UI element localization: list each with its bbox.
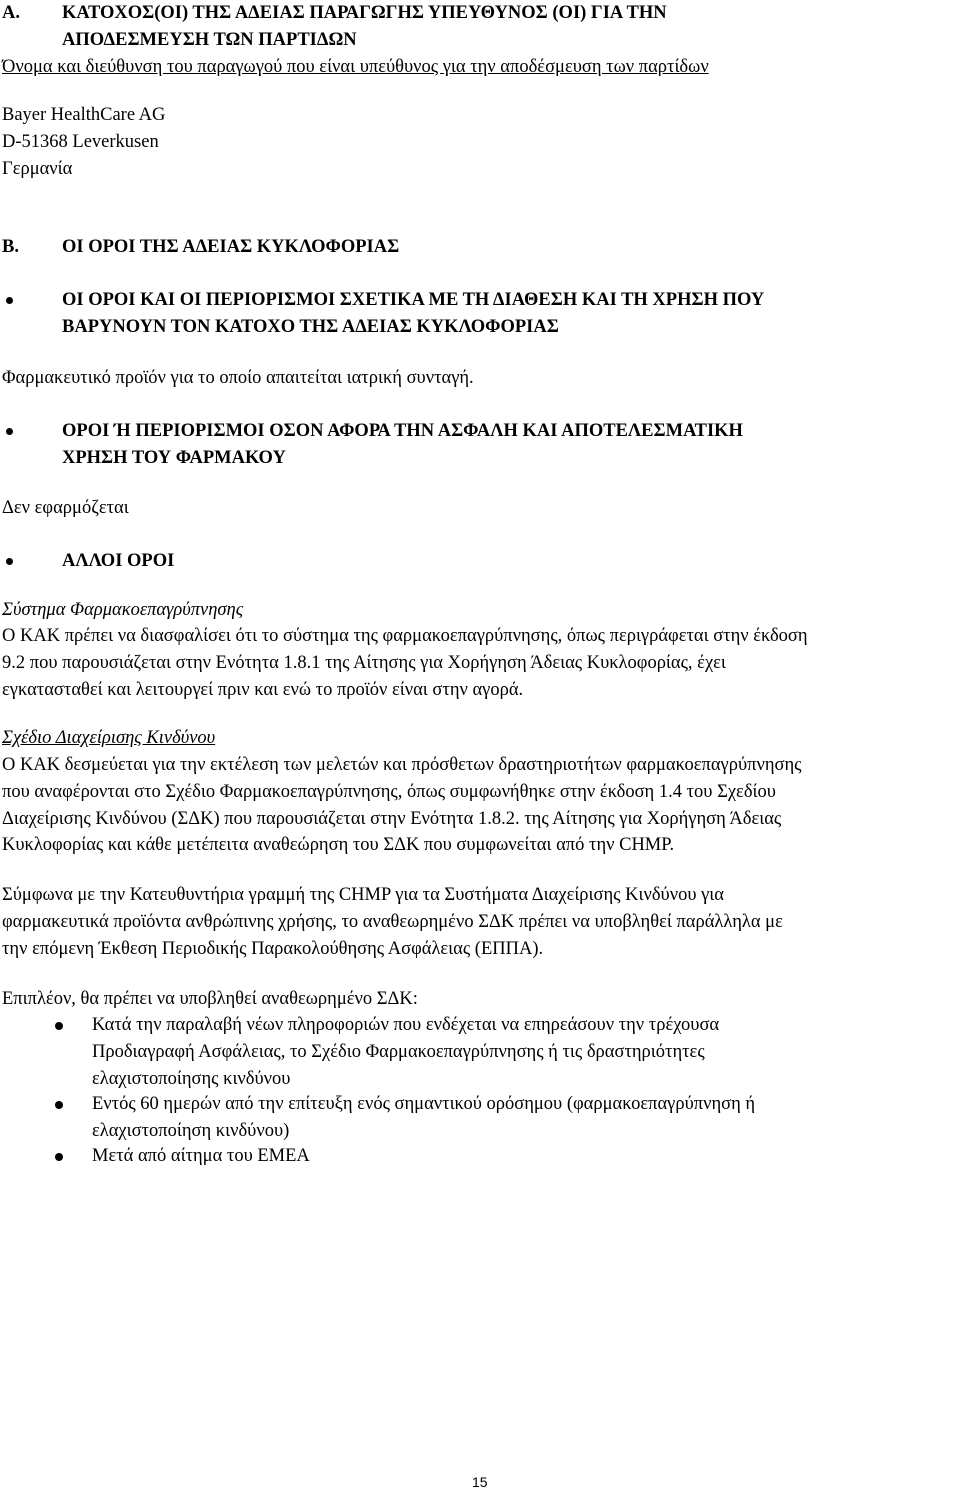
paragraph-line: που αναφέρονται στο Σχέδιο Φαρμακοεπαγρύπνησης, όπως συμφωνήθηκε στην έκδοση 1.4 του Σχεδίου [2,782,776,802]
paragraph-line: 9.2 που παρουσιάζεται στην Ενότητα 1.8.1 της Αίτησης για Χορήγηση Άδειας Κυκλοφορίας, έχει [2,653,726,673]
not-applicable-text: Δεν εφαρμόζεται [2,498,129,518]
list-item-line: Εντός 60 ημερών από την επίτευξη ενός σημαντικού ορόσημου (φαρμακοεπαγρύπνηση ή [92,1094,756,1114]
pharmacovigilance-heading: Σύστημα Φαρμακοεπαγρύπνησης [2,600,244,620]
paragraph-line: Ο ΚΑΚ δεσμεύεται για την εκτέλεση των μελετών και πρόσθετων δραστηριοτήτων φαρμακοεπαγρύπνησης [2,755,802,775]
paragraph-line: Ο ΚΑΚ πρέπει να διασφαλίσει ότι το σύστημα της φαρμακοεπαγρύπνησης, όπως περιγράφεται στην έκδοση [2,626,808,646]
bullet-icon [55,1153,63,1161]
bullet-icon [55,1022,63,1030]
prescription-text: Φαρμακευτικό προϊόν για το οποίο απαιτείται ιατρική συνταγή. [2,368,474,388]
paragraph-line: Σύμφωνα με την Κατευθυντήρια γραμμή της CHMP για τα Συστήματα Διαχείρισης Κινδύνου για [2,885,724,905]
section-a-label: Α. [2,3,20,23]
list-item-line: ελαχιστοποίηση κινδύνου) [92,1121,290,1141]
paragraph-line: εγκατασταθεί και λειτουργεί πριν και ενώ το προϊόν είναι στην αγορά. [2,680,524,700]
paragraph-line: την επόμενη Έκθεση Περιοδικής Παρακολούθησης Ασφάλειας (ΕΠΠΑ). [2,939,544,959]
list-item-line: Κατά την παραλαβή νέων πληροφοριών που ενδέχεται να επηρεάσουν την τρέχουσα [92,1015,720,1035]
bullet-icon [55,1101,63,1109]
section-b-label: Β. [2,237,19,257]
section-a-title-line2: ΑΠΟΔΕΣΜΕΥΣΗ ΤΩΝ ΠΑΡΤΙΔΩΝ [62,30,357,50]
risk-management-heading: Σχέδιο Διαχείρισης Κινδύνου [2,728,216,748]
manufacturer-subtitle: Όνομα και διεύθυνση του παραγωγού που είναι υπεύθυνος για την αποδέσμευση των παρτίδων [2,57,709,77]
bullet-heading: ΑΛΛΟΙ ΟΡΟΙ [62,551,175,571]
list-item-line: Μετά από αίτημα του ΕΜΕΑ [92,1146,310,1166]
bullet-heading-line: ΒΑΡΥΝΟΥΝ ΤΟΝ ΚΑΤΟΧΟ ΤΗΣ ΑΔΕΙΑΣ ΚΥΚΛΟΦΟΡΙΑΣ [62,317,559,337]
list-item-line: ελαχιστοποίησης κινδύνου [92,1069,291,1089]
bullet-heading-line: ΟΙ ΟΡΟΙ ΚΑΙ ΟΙ ΠΕΡΙΟΡΙΣΜΟΙ ΣΧΕΤΙΚΑ ΜΕ ΤΗ ΔΙΑΘΕΣΗ ΚΑΙ ΤΗ ΧΡΗΣΗ ΠΟΥ [62,290,765,310]
address-line: D-51368 Leverkusen [2,132,159,152]
bullet-icon [6,297,13,304]
bullet-heading-line: ΟΡΟΙ Ή ΠΕΡΙΟΡΙΣΜΟΙ ΟΣΟΝ ΑΦΟΡΑ ΤΗΝ ΑΣΦΑΛΗ ΚΑΙ ΑΠΟΤΕΛΕΣΜΑΤΙΚΗ [62,421,743,441]
bullet-icon [6,558,13,565]
list-item-line: Προδιαγραφή Ασφάλειας, το Σχέδιο Φαρμακοεπαγρύπνησης ή τις δραστηριότητες [92,1042,705,1062]
bullet-icon [6,428,13,435]
section-b-title: ΟΙ ΟΡΟΙ ΤΗΣ ΑΔΕΙΑΣ ΚΥΚΛΟΦΟΡΙΑΣ [62,237,400,257]
address-line: Γερμανία [2,159,73,179]
page-number: 15 [472,1474,488,1490]
address-line: Bayer HealthCare AG [2,105,166,125]
section-a-title-line1: ΚΑΤΟΧΟΣ(ΟΙ) ΤΗΣ ΑΔΕΙΑΣ ΠΑΡΑΓΩΓΗΣ ΥΠΕΥΘΥΝΟΣ (ΟΙ) ΓΙΑ ΤΗΝ [62,3,667,23]
paragraph-line: Κυκλοφορίας και κάθε μετέπειτα αναθεώρηση του ΣΔΚ που συμφωνείται από την CHMP. [2,835,675,855]
bullet-heading-line: ΧΡΗΣΗ ΤΟΥ ΦΑΡΜΑΚΟΥ [62,448,286,468]
paragraph-line: φαρμακευτικά προϊόντα ανθρώπινης χρήσης, το αναθεωρημένο ΣΔΚ πρέπει να υποβληθεί παράλληλα με [2,912,783,932]
additional-intro: Επιπλέον, θα πρέπει να υποβληθεί αναθεωρημένο ΣΔΚ: [2,989,418,1009]
paragraph-line: Διαχείρισης Κινδύνου (ΣΔΚ) που παρουσιάζεται στην Ενότητα 1.8.2. της Αίτησης για Χορήγηση Άδειας [2,809,782,829]
